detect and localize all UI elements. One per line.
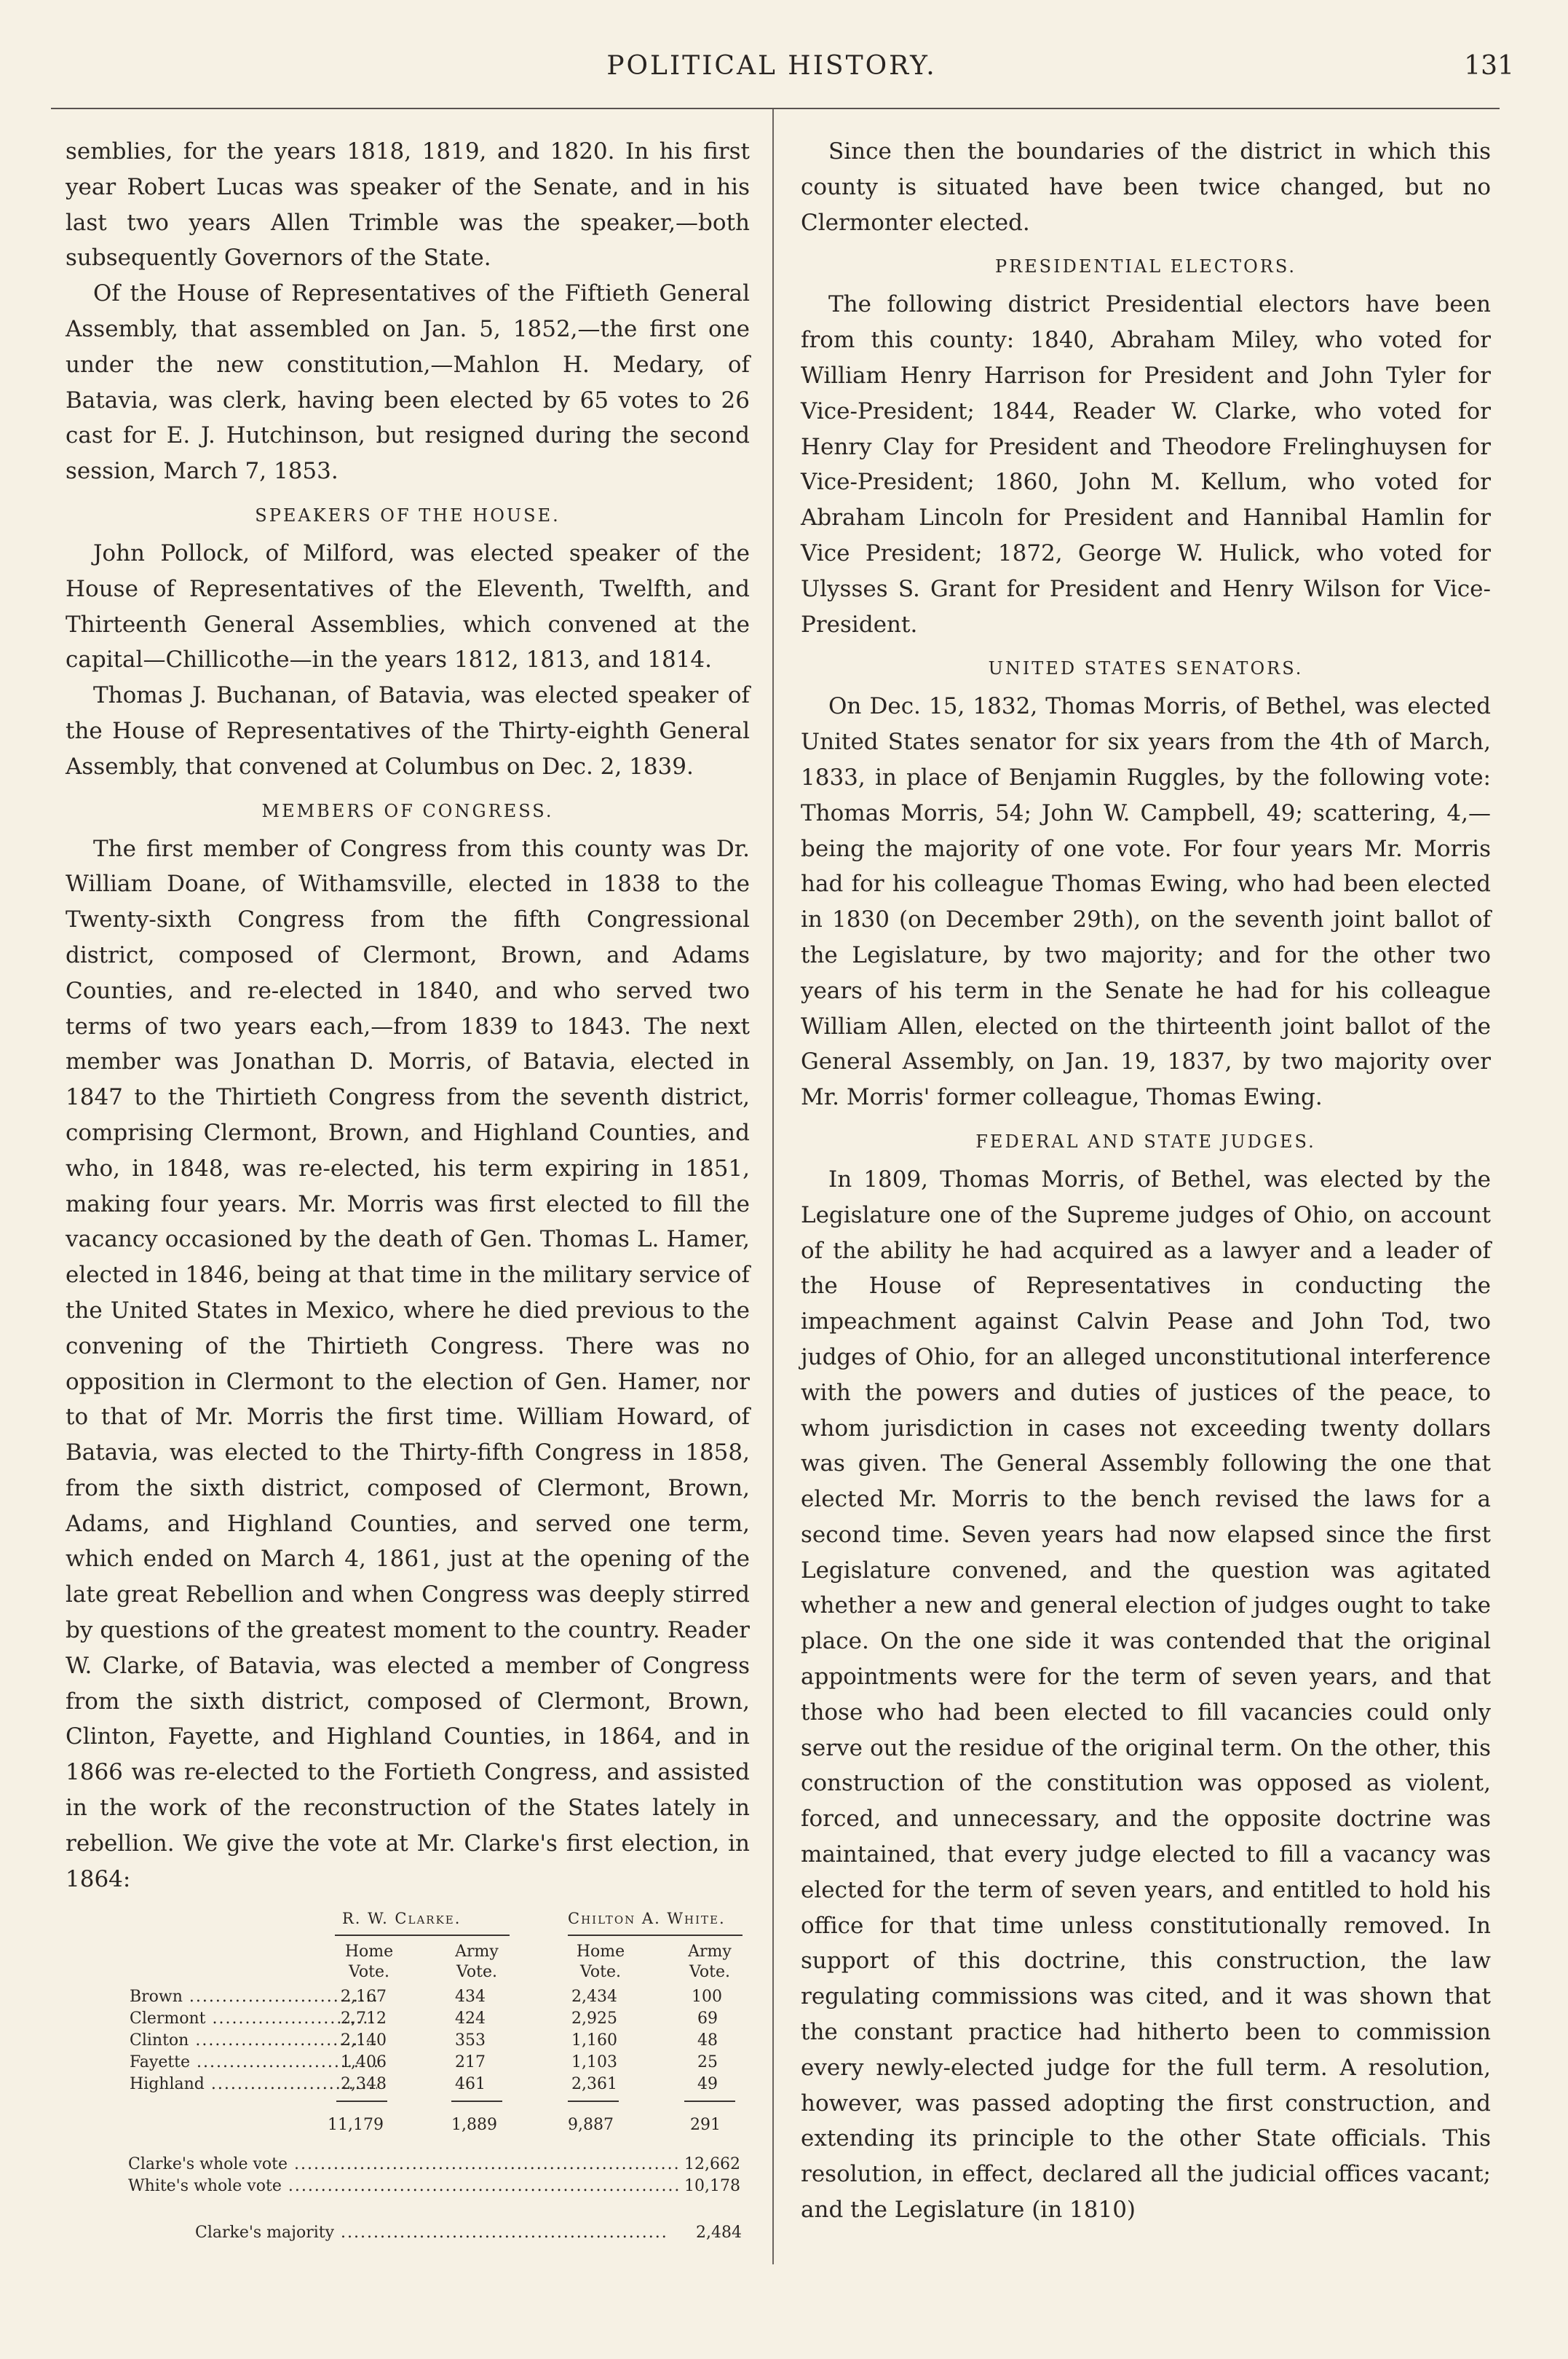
running-head: [29, 51, 1514, 95]
section-heading: UNITED STATES SENATORS.: [988, 658, 1304, 679]
paragraph: Since then the boundaries of the district in which this county is situated have been twice changed, but no Clermonter elected.: [801, 138, 1491, 236]
cell: 25: [697, 2053, 718, 2072]
section-heading: MEMBERS OF CONGRESS.: [261, 800, 554, 821]
section-heading: FEDERAL AND STATE JUDGES.: [975, 1131, 1316, 1152]
majority-label: Clarke's majority .....: [195, 2223, 668, 2243]
section-heading: SPEAKERS OF THE HOUSE.: [255, 505, 561, 526]
cell: 2,140: [341, 2031, 387, 2050]
cell: 100: [692, 1988, 722, 2007]
paragraph: Of the House of Representatives of the Fiftieth General Assembly, that assembled on Jan. 5, 1852,—the first one under the new constitution,—Mahlon H. Medary, of Batavia, was clerk, having been elected by 65 votes to 26 cast for E. J. Hutchinson, but resigned during the second session, March 7, 1853.: [66, 280, 750, 485]
cell: 2,361: [571, 2075, 617, 2094]
cell: 1,160: [571, 2031, 617, 2050]
running-title: POLITICAL HISTORY.: [606, 51, 937, 81]
col-home-clarke: Home Vote.: [344, 1943, 394, 1982]
sum-rule: [336, 2101, 387, 2102]
clarke-whole-value: 12,662: [684, 2155, 740, 2174]
cell: 2,348: [341, 2075, 387, 2094]
cell: 48: [697, 2031, 718, 2050]
cell: 2,167: [341, 1988, 387, 2007]
column-divider: [772, 109, 774, 2264]
paragraph: In 1809, Thomas Morris, of Bethel, was elected by the Legislature one of the Supreme judges of Ohio, on account of the ability he had acquired as a lawyer and a leader of the House of Representatives in conducting the impeachment against Calvin Pease and John Tod, two judges of Ohio, for an alleged unconstitutional interference with the powers and duties of justices of the peace, to whom jurisdiction in cases not exceeding twenty dollars was given. The General Assembly following the one that elected Mr. Morris to the bench revised the laws for a second time. Seven years had now elapsed since the first Legislature convened, and the question was agitated whether a new and general election of judges ought to take place. On the one side it was contended that the original appointments were for the term of seven years, and that those who had been elected to fill vacancies could only serve out the residue of the original term. On the other, this construction of the constitution was opposed as violent, forced, and unnecessary, and the opposite doctrine was maintained, that every judge elected to fill a vacancy was elected for the term of seven years, and entitled to hold his office for that time unless constitutionally removed. In support of this doctrine, this construction, the law regulating commissions was cited, and it was shown that the constant practice had hitherto been to commission every newly-elected judge for the full term. A resolution, however, was passed adopting the first construction, and extending its principle to the other State officials. This resolution, in effect, declared all the judicial offices vacant; and the Legislature (in 1810): [801, 1166, 1491, 2224]
paragraph: On Dec. 15, 1832, Thomas Morris, of Bethel, was elected United States senator for six years from the 4th of March, 1833, in place of Benjamin Ruggles, by the following vote: Thomas Morris, 54; John W. Campbell, 49; scattering, 4,—being the majority of one vote. For four years Mr. Morris had for his colleague Thomas Ewing, who had been elected in 1830 (on December 29th), on the seventh joint ballot of the Legislature, by two majority; and for the other two years of his term in the Senate he had for his colleague William Allen, elected on the thirteenth joint ballot of the General Assembly, on Jan. 19, 1837, by two majority over Mr. Morris' former colleague, Thomas Ewing.: [801, 693, 1491, 1111]
white-whole-label: White's whole vote .....: [128, 2176, 681, 2197]
paragraph: The first member of Congress from this county was Dr. William Doane, of Withamsville, elected in 1838 to the Twenty-sixth Congress from the fifth Congressional district, composed of Clermont, Brown, and Adams Counties, and re-elected in 1840, and who served two terms of two years each,—from 1839 to 1843. The next member was Jonathan D. Morris, of Batavia, elected in 1847 to the Thirtieth Congress from the seventh district, comprising Clermont, Brown, and Highland Counties, and who, in 1848, was re-elected, his term expiring in 1851, making four years. Mr. Morris was first elected to fill the vacancy occasioned by the death of Gen. Thomas L. Hamer, elected in 1846, being at that time in the military service of the United States in Mexico, where he died previous to the convening of the Thirtieth Congress. There was no opposition in Clermont to the election of Gen. Hamer, nor to that of Mr. Morris the first time. William Howard, of Batavia, was elected to the Thirty-fifth Congress in 1858, from the sixth district, composed of Clermont, Brown, Adams, and Highland Counties, and served one term, which ended on March 4, 1861, just at the opening of the late great Rebellion and when Congress was deeply stirred by questions of the greatest moment to the country. Reader W. Clarke, of Batavia, was elected a member of Congress from the sixth district, composed of Clermont, Brown, Clinton, Fayette, and Highland Counties, in 1864, and in 1866 was re-elected to the Fortieth Congress, and assisted in the work of the reconstruction of the States lately in rebellion. We give the vote at Mr. Clarke's first election, in 1864:: [66, 835, 750, 1892]
total-cell: 291: [690, 2116, 721, 2135]
white-whole-value: 10,178: [684, 2177, 740, 2196]
cell: 2,925: [571, 2010, 617, 2028]
total-cell: 1,889: [451, 2116, 497, 2135]
page-number: 131: [1464, 51, 1514, 81]
col-home-white: Home Vote.: [576, 1943, 625, 1982]
cell: 434: [455, 1988, 486, 2007]
candidate-white-heading: Chilton A. White.: [568, 1910, 726, 1928]
row-county: Clinton .....: [130, 2031, 377, 2051]
cell: 461: [455, 2075, 486, 2094]
vote-table: [66, 1904, 750, 2283]
cell: 2,712: [341, 2010, 387, 2028]
sum-rule: [684, 2101, 735, 2102]
clarke-whole-label: Clarke's whole vote .....: [128, 2154, 681, 2175]
cell: 424: [455, 2010, 486, 2028]
paragraph: Thomas J. Buchanan, of Batavia, was elected speaker of the House of Representatives of the Thirty-eighth General Assembly, that convened at Columbus on Dec. 2, 1839.: [66, 682, 750, 780]
total-cell: 11,179: [328, 2116, 384, 2135]
cell: 217: [455, 2053, 486, 2072]
candidate-clarke-heading: R. W. Clarke.: [342, 1910, 462, 1928]
cell: 49: [697, 2075, 718, 2094]
cell: 1,103: [571, 2053, 617, 2072]
paragraph: The following district Presidential electors have been from this county: 1840, Abraham Miley, who voted for William Henry Harrison for President and John Tyler for Vice-President; 1844, Reader W. Clarke, who voted for Henry Clay for President and Theodore Frelinghuysen for Vice-President; 1860, John M. Kellum, who voted for Abraham Lincoln for President and Hannibal Hamlin for Vice President; 1872, George W. Hulick, who voted for Ulysses S. Grant for President and Henry Wilson for Vice-President.: [801, 291, 1491, 638]
header-rule: [51, 108, 1500, 109]
cell: 353: [455, 2031, 486, 2050]
paragraph: semblies, for the years 1818, 1819, and 1820. In his first year Robert Lucas was speaker of the Senate, and in his last two years Allen Trimble was the speaker,—both subsequently Governors of the State.: [66, 138, 750, 272]
majority-value: 2,484: [696, 2224, 742, 2243]
col-army-clarke: Army Vote.: [455, 1943, 499, 1982]
total-cell: 9,887: [568, 2116, 614, 2135]
row-county: Fayette .....: [130, 2052, 377, 2073]
cell: 2,434: [571, 1988, 617, 2007]
right-column: [801, 134, 1491, 2228]
sum-rule: [451, 2101, 502, 2102]
left-column: [66, 134, 750, 2283]
row-county: Brown .....: [130, 1987, 377, 2007]
cell: 1,406: [341, 2053, 387, 2072]
col-army-white: Army Vote.: [688, 1943, 732, 1982]
row-county: Highland .....: [130, 2074, 377, 2095]
section-heading: PRESIDENTIAL ELECTORS.: [994, 256, 1297, 277]
paragraph: John Pollock, of Milford, was elected speaker of the House of Representatives of the Eleventh, Twelfth, and Thirteenth General Assemblies, which convened at the capital—Chillicothe—in the years 1812, 1813, and 1814.: [66, 540, 750, 673]
row-county: Clermont .....: [130, 2009, 377, 2029]
sum-rule: [568, 2101, 619, 2102]
cell: 69: [697, 2010, 718, 2028]
